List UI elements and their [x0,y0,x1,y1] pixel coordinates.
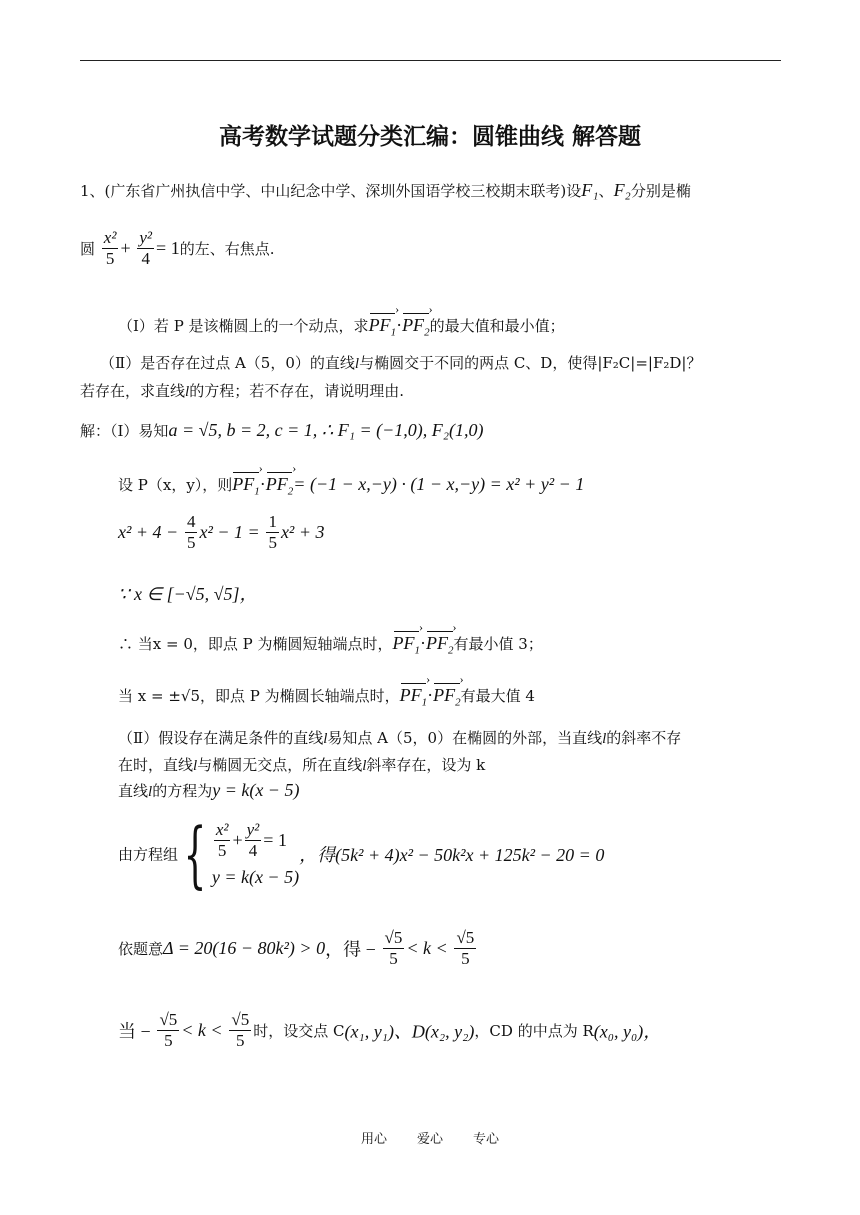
delta-line [118,928,478,969]
equation-system-line [118,812,605,896]
frac-y2-4 [137,228,154,269]
problem-number: 1、 [80,182,105,200]
dot: · [420,633,427,653]
subscript: 2 [455,696,461,709]
text: （Ⅱ）假设存在满足条件的直线 [118,729,324,747]
denominator: 5 [164,1031,173,1050]
text: 依题意 [118,940,164,958]
vector-label: PF [402,315,425,335]
solution-line-6 [118,685,535,709]
denominator: 5 [389,949,398,968]
text: 斜率存在，设为 k [366,756,486,774]
numerator: √5 [231,1010,250,1029]
header-rule [80,60,781,61]
dot: · [396,315,403,335]
equation: a = √5, b = 2, c = 1, ∴ F₁ = (−1,0), F₂(1,0) [168,420,484,440]
frac-sqrt5-5 [383,928,405,969]
line-l-symbol: l [362,758,367,774]
footer-item: 用心 [360,1132,387,1147]
plus: + [232,830,243,850]
vector-label: PF [426,633,449,653]
text: ，CD 的中点为 R [474,1022,594,1040]
numerator: 4 [186,512,196,531]
part2-line-2 [80,380,404,401]
equation-system [212,820,299,888]
text: 有最小值 3； [453,635,543,653]
equation: ∵ x ∈ [−√5, √5]， [118,584,258,604]
problem-line-1 [80,180,691,201]
part2-line-1 [100,352,701,373]
equation: x² + 4 − [118,522,179,542]
vector-label: PF [433,685,456,705]
part2-solution-line-2 [118,754,485,775]
frac-sqrt5-5 [157,1010,179,1051]
plus: + [120,238,131,258]
frac-sqrt5-5 [454,928,476,969]
denominator: 4 [141,249,150,268]
text: 的最大值和最小值； [429,317,565,335]
text: 、 [598,182,614,200]
left-brace: { [183,812,207,896]
denominator: 5 [186,533,196,552]
vector-label: PF [232,474,255,494]
equation: < k < [181,1020,223,1040]
vector-label: PF [392,633,415,653]
vector-label: PF [368,315,391,335]
frac-x2-5 [214,820,231,861]
equals-one: = 1 [263,830,287,850]
text: 设 P（x，y），则 [118,476,233,494]
part1-line [118,315,565,339]
vector-label: PF [265,474,288,494]
problem-line-2 [80,228,274,269]
text: 若存在，求直线 [80,382,186,400]
text: 与椭圆无交点，所在直线 [197,756,363,774]
text: 解：（Ⅰ）易知 [80,422,169,440]
frac-1-5 [266,512,279,553]
text: （Ⅰ）若 P 是该椭圆上的一个动点，求 [118,317,369,335]
equation: x² + 3 [280,522,325,542]
numerator: √5 [384,928,403,947]
denominator: 5 [268,533,277,552]
vector-pf2 [426,633,454,657]
subscript: 1 [390,326,397,339]
text: ∴ 当x = 0，即点 P 为椭圆短轴端点时， [118,635,393,653]
frac-sqrt5-5 [229,1010,251,1051]
text: 的方程为 [152,782,213,800]
text: 设 [566,182,582,200]
line-l-symbol: l [323,731,328,747]
f2-symbol: F₂ [613,180,631,200]
line-l-symbol: l [193,758,198,774]
dot: · [427,685,434,705]
document-title: 高考数学试题分类汇编：圆锥曲线 解答题 [218,124,641,150]
subscript: 1 [421,696,428,709]
text: 直线 [118,782,149,800]
text: 的方程；若不存在，请说明理由. [189,382,404,400]
equation: = (−1 − x,−y) · (1 − x,−y) = x² + y² − 1 [293,474,585,494]
text: （Ⅱ）是否存在过点 A（5，0）的直线 [100,354,355,372]
page-footer [0,1128,860,1147]
text: 分别是椭 [630,182,691,200]
numerator: 1 [268,512,277,531]
line-l-symbol: l [185,384,190,400]
denominator: 4 [248,841,258,860]
system-eq-2: y = k(x − 5) [211,867,300,887]
numerator: x² [103,228,117,247]
numerator: √5 [456,928,475,947]
line-l-symbol: l [148,784,153,800]
numerator: y² [246,820,260,839]
problem-source: (广东省广州执信中学、中山纪念中学、深圳外国语学校三校期末联考) [104,182,567,200]
subscript: 1 [414,644,421,657]
text: 时，设交点 C [253,1022,345,1040]
solution-line-4 [118,580,258,606]
footer-item: 专心 [473,1132,500,1147]
last-line [118,1010,661,1051]
part2-solution-line-1 [118,727,681,748]
frac-x2-5 [102,228,119,269]
text: 圆 [80,240,96,258]
numerator: y² [139,228,153,247]
vector-pf2 [402,315,430,339]
part2-solution-line-3 [118,780,299,801]
equation: (x₀, y₀)， [593,1021,662,1042]
numerator: √5 [159,1010,178,1029]
vector-pf1 [232,474,260,498]
footer-item: 爱心 [416,1132,443,1147]
solution-line-5 [118,633,543,657]
text: 有最大值 4 [460,687,535,705]
subscript: 2 [448,644,454,657]
f1-symbol: F₁ [581,180,599,200]
vector-pf2 [433,685,461,709]
line-l-symbol: l [354,356,360,372]
subscript: 2 [287,485,294,498]
solution-line-3 [118,512,324,553]
frac-y2-4 [245,820,262,861]
equation: ，得(5k² + 4)x² − 50k²x + 125k² − 20 = 0 [299,845,605,865]
vector-pf1 [400,685,428,709]
vector-label: PF [399,685,422,705]
vector-pf1 [369,315,397,339]
solution-line-2 [118,474,584,498]
denominator: 5 [236,1031,245,1050]
system-eq-1 [212,820,299,861]
frac-4-5 [185,512,198,553]
equation: < k < [406,938,448,958]
text: 由方程组 [118,845,179,864]
text: 当 x = ±√5，即点 P 为椭圆长轴端点时， [118,687,400,705]
vector-pf1 [393,633,421,657]
solution-line-1 [80,420,483,441]
dot: · [259,474,266,494]
text: 在时，直线 [118,756,194,774]
equation: y = k(x − 5) [212,780,300,800]
denominator: 5 [461,949,470,968]
denominator: 5 [105,249,115,268]
equation: (x₁, y₁)、D(x₂, y₂) [344,1021,475,1042]
vector-pf2 [266,474,294,498]
numerator: x² [215,820,229,839]
equation: x² − 1 = [199,522,260,542]
subscript: 1 [254,485,260,498]
denominator: 5 [217,841,227,860]
text: 与椭圆交于不同的两点 C、D，使得|F₂C|=|F₂D|？ [359,354,702,372]
text: 的斜率不存 [606,729,682,747]
equals-one: = 1 [156,238,180,258]
line-l-symbol: l [602,731,607,747]
text: 易知点 A（5，0）在椭圆的外部，当直线 [327,729,603,747]
equation: Δ = 20(16 − 80k²) > 0 [163,938,326,958]
subscript: 2 [424,326,430,339]
text: 当 − [118,1021,151,1042]
text: ，得 − [325,939,376,960]
text: 的左、右焦点. [179,240,275,258]
